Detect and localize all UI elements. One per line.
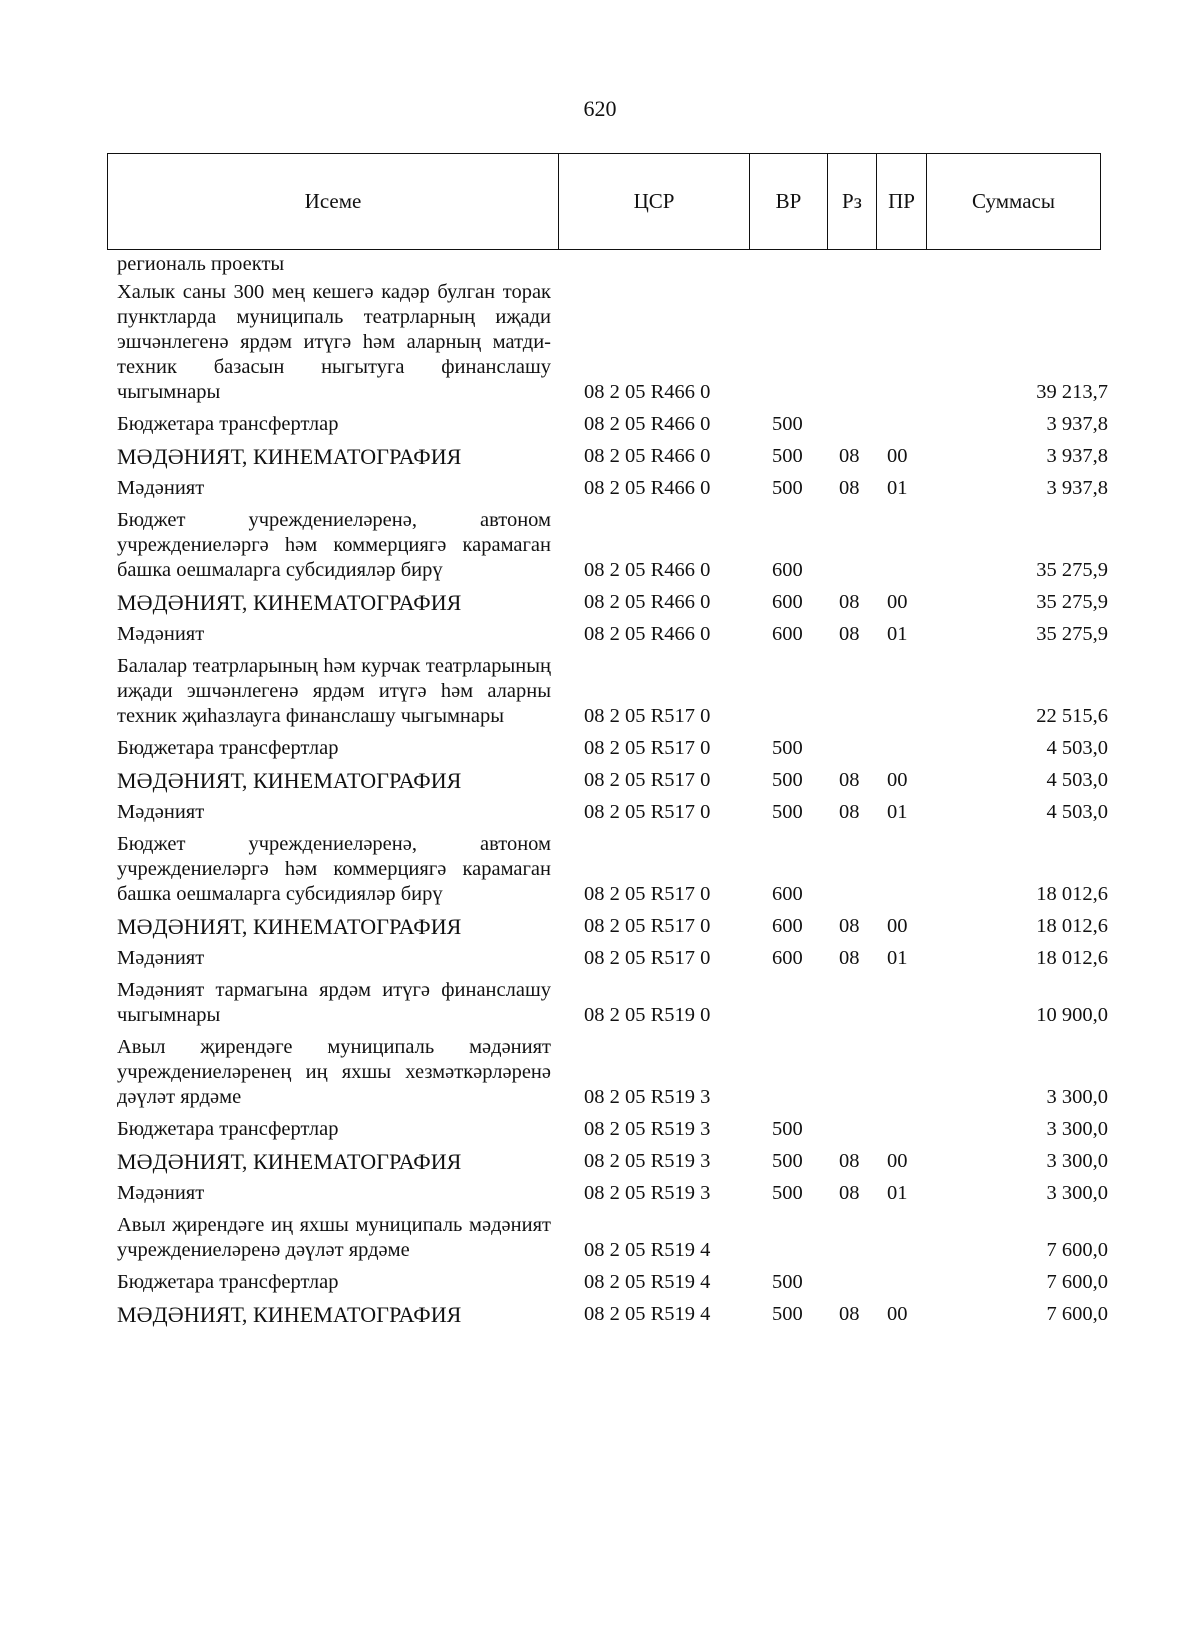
row-csr: 08 2 05 R517 0: [584, 705, 711, 727]
row-csr: 08 2 05 R517 0: [584, 947, 711, 969]
table-row: [0, 1117, 1200, 1142]
row-sum: 7 600,0: [1046, 1271, 1108, 1293]
row-name: Мәдәният: [117, 801, 205, 823]
row-vr: 500: [772, 769, 803, 791]
table-row: [0, 508, 1200, 583]
row-vr: 500: [772, 1303, 803, 1325]
row-csr: 08 2 05 R519 3: [584, 1086, 711, 1108]
row-sum: 3 300,0: [1046, 1118, 1108, 1140]
row-rz: 08: [839, 1182, 860, 1204]
row-sum: 18 012,6: [1036, 947, 1108, 969]
table-row: [0, 476, 1200, 501]
row-name: Бюджет учреждениеләренә, автоном учреждениеләргә һәм коммерциягә карамаган башка оешмаларга субсидияләр бирү: [117, 509, 551, 581]
row-rz: 08: [839, 947, 860, 969]
table-row: [0, 1035, 1200, 1110]
row-csr: 08 2 05 R466 0: [584, 445, 711, 467]
row-csr: 08 2 05 R517 0: [584, 883, 711, 905]
row-csr: 08 2 05 R466 0: [584, 591, 711, 613]
row-vr: 500: [772, 1118, 803, 1140]
row-name: МӘДӘНИЯТ, КИНЕМАТОГРАФИЯ: [117, 914, 462, 939]
row-csr: 08 2 05 R519 0: [584, 1004, 711, 1026]
row-pr: 00: [887, 769, 908, 791]
page-number: 620: [583, 96, 617, 121]
row-vr: 600: [772, 559, 803, 581]
row-rz: 08: [839, 623, 860, 645]
row-sum: 35 275,9: [1036, 559, 1108, 581]
row-rz: 08: [839, 477, 860, 499]
row-name: Мәдәният: [117, 477, 205, 499]
row-vr: 600: [772, 915, 803, 937]
row-name: МӘДӘНИЯТ, КИНЕМАТОГРАФИЯ: [117, 1149, 462, 1174]
row-name: Балалар театрларының һәм курчак театрларының иҗади эшчәнлегенә ярдәм итүгә һәм аларны техник җиһазлауга финанслашу чыгымнары: [117, 655, 551, 727]
row-rz: 08: [839, 591, 860, 613]
row-vr: 500: [772, 1150, 803, 1172]
row-sum: 3 937,8: [1046, 413, 1108, 435]
table-row: [0, 654, 1200, 729]
table-row: [0, 832, 1200, 907]
row-sum: 18 012,6: [1036, 883, 1108, 905]
row-name: МӘДӘНИЯТ, КИНЕМАТОГРАФИЯ: [117, 1302, 462, 1327]
table-row: [0, 768, 1200, 793]
table-row: [0, 1213, 1200, 1263]
row-sum: 7 600,0: [1046, 1239, 1108, 1261]
table-row: [0, 622, 1200, 647]
row-name: Бюджетара трансфертлар: [117, 1118, 339, 1140]
row-csr: 08 2 05 R466 0: [584, 381, 711, 403]
row-rz: 08: [839, 801, 860, 823]
row-vr: 500: [772, 413, 803, 435]
row-sum: 10 900,0: [1036, 1004, 1108, 1026]
row-rz: 08: [839, 1303, 860, 1325]
row-sum: 3 300,0: [1046, 1086, 1108, 1108]
row-name: Мәдәният: [117, 623, 205, 645]
row-vr: 500: [772, 1182, 803, 1204]
row-pr: 00: [887, 1150, 908, 1172]
row-rz: 08: [839, 915, 860, 937]
row-vr: 500: [772, 477, 803, 499]
row-sum: 39 213,7: [1036, 381, 1108, 403]
row-name: Халык саны 300 мең кешегә кадәр булган торак пунктларда муниципаль театрларның иҗади эшчәнлегенә ярдәм итүгә һәм аларның матди-техник базасын ныгытуга финанслашу чыгымнары: [117, 281, 551, 403]
row-name: Бюджетара трансфертлар: [117, 1271, 339, 1293]
row-pr: 00: [887, 1303, 908, 1325]
table-row: [0, 444, 1200, 469]
row-csr: 08 2 05 R466 0: [584, 623, 711, 645]
row-sum: 3 937,8: [1046, 445, 1108, 467]
row-csr: 08 2 05 R466 0: [584, 477, 711, 499]
header-pr: ПР: [877, 154, 927, 249]
row-rz: 08: [839, 445, 860, 467]
row-rz: 08: [839, 1150, 860, 1172]
row-csr: 08 2 05 R519 4: [584, 1239, 711, 1261]
row-csr: 08 2 05 R517 0: [584, 737, 711, 759]
row-name: МӘДӘНИЯТ, КИНЕМАТОГРАФИЯ: [117, 768, 462, 793]
row-sum: 7 600,0: [1046, 1303, 1108, 1325]
row-csr: 08 2 05 R466 0: [584, 413, 711, 435]
row-name: Бюджетара трансфертлар: [117, 737, 339, 759]
row-csr: 08 2 05 R519 3: [584, 1150, 711, 1172]
table-header: [107, 153, 1101, 250]
header-vr: ВР: [750, 154, 828, 249]
table-row: [0, 590, 1200, 615]
row-sum: 4 503,0: [1046, 801, 1108, 823]
table-row: [0, 280, 1200, 405]
row-vr: 500: [772, 801, 803, 823]
row-sum: 18 012,6: [1036, 915, 1108, 937]
row-vr: 500: [772, 445, 803, 467]
row-csr: 08 2 05 R519 4: [584, 1271, 711, 1293]
header-csr: ЦСР: [559, 154, 750, 249]
table-row: [0, 1270, 1200, 1295]
table-row: [0, 412, 1200, 437]
header-sum: Суммасы: [972, 189, 1055, 213]
row-name: МӘДӘНИЯТ, КИНЕМАТОГРАФИЯ: [117, 444, 462, 469]
table-row: [0, 1149, 1200, 1174]
row-rz: 08: [839, 769, 860, 791]
row-pr: 00: [887, 445, 908, 467]
header-rz: Рз: [828, 154, 877, 249]
row-sum: 3 937,8: [1046, 477, 1108, 499]
row-pr: 01: [887, 477, 908, 499]
row-csr: 08 2 05 R519 4: [584, 1303, 711, 1325]
row-pr: 00: [887, 915, 908, 937]
row-sum: 3 300,0: [1046, 1150, 1108, 1172]
table-row: [0, 946, 1200, 971]
row-csr: 08 2 05 R517 0: [584, 801, 711, 823]
row-vr: 600: [772, 591, 803, 613]
row-pr: 01: [887, 801, 908, 823]
row-sum: 4 503,0: [1046, 769, 1108, 791]
row-name: Мәдәният: [117, 947, 205, 969]
row-vr: 500: [772, 1271, 803, 1293]
row-csr: 08 2 05 R517 0: [584, 769, 711, 791]
row-name: Мәдәният: [117, 1182, 205, 1204]
table-row: [0, 914, 1200, 939]
row-sum: 22 515,6: [1036, 705, 1108, 727]
row-name: Мәдәният тармагына ярдәм итүгә финанслашу чыгымнары: [117, 979, 551, 1026]
row-vr: 500: [772, 737, 803, 759]
row-name: Бюджетара трансфертлар: [117, 413, 339, 435]
header-name: Исеме: [108, 154, 559, 249]
row-csr: 08 2 05 R519 3: [584, 1182, 711, 1204]
row-csr: 08 2 05 R519 3: [584, 1118, 711, 1140]
row-name: МӘДӘНИЯТ, КИНЕМАТОГРАФИЯ: [117, 590, 462, 615]
row-name: Авыл җирендәге муниципаль мәдәният учреждениеләренең иң яхшы хезмәткәрләренә дәүләт ярдәме: [117, 1036, 551, 1108]
row-sum: 4 503,0: [1046, 737, 1108, 759]
row-sum: 35 275,9: [1036, 623, 1108, 645]
row-vr: 600: [772, 623, 803, 645]
row-pr: 01: [887, 1182, 908, 1204]
row-csr: 08 2 05 R466 0: [584, 559, 711, 581]
row-csr: 08 2 05 R517 0: [584, 915, 711, 937]
row-name: региональ проекты: [117, 253, 285, 275]
table-row: [0, 800, 1200, 825]
table-row: [0, 1181, 1200, 1206]
row-sum: 35 275,9: [1036, 591, 1108, 613]
table-row: [0, 736, 1200, 761]
row-pr: 00: [887, 591, 908, 613]
row-name: Авыл җирендәге иң яхшы муниципаль мәдәният учреждениеләренә дәүләт ярдәме: [117, 1214, 551, 1261]
table-row: [0, 978, 1200, 1028]
row-pr: 01: [887, 947, 908, 969]
row-vr: 600: [772, 947, 803, 969]
row-pr: 01: [887, 623, 908, 645]
row-name: Бюджет учреждениеләренә, автоном учреждениеләргә һәм коммерциягә карамаган башка оешмаларга субсидияләр бирү: [117, 833, 551, 905]
row-vr: 600: [772, 883, 803, 905]
table-row: [0, 1302, 1200, 1327]
table-body: [0, 252, 1200, 1327]
table-row: [0, 252, 1200, 277]
row-sum: 3 300,0: [1046, 1182, 1108, 1204]
